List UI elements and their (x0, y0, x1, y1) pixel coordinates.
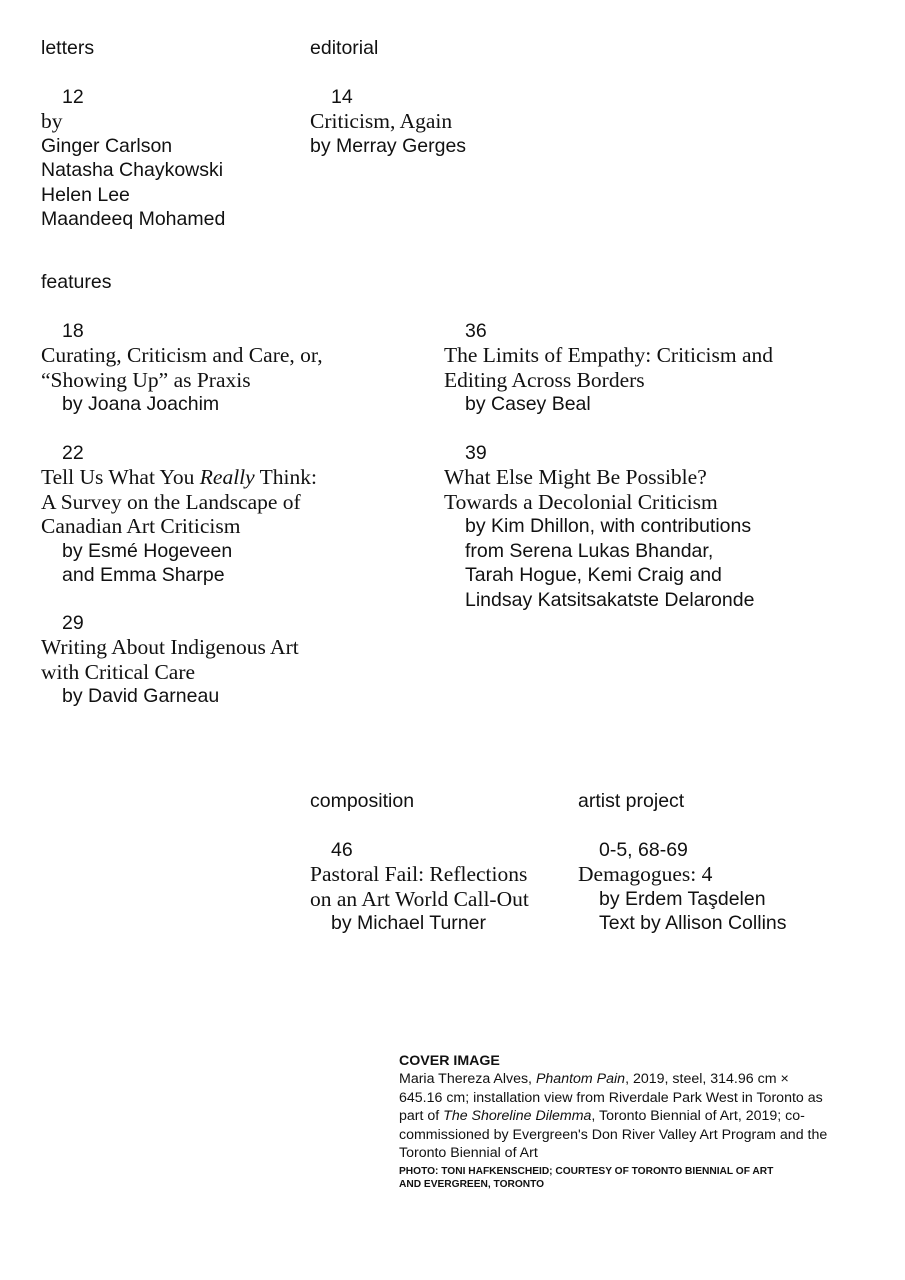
article-byline: by David Garneau (62, 685, 220, 707)
article-byline: by Merray Gerges (310, 134, 467, 157)
page-number: 46 (331, 839, 353, 861)
feature-entry (444, 319, 773, 417)
author: Ginger Carlson (41, 134, 173, 157)
article-title: with Critical Care (41, 659, 196, 684)
article-title: Writing About Indigenous Art (41, 635, 299, 659)
article-title: A Survey on the Landscape of (41, 489, 301, 514)
article-title: Curating, Criticism and Care, or, (41, 343, 323, 367)
photo-credit: PHOTO: TONI HAFKENSCHEID; COURTESY OF TORONTO BIENNIAL OF ART (399, 1166, 774, 1178)
cover-description: Maria Thereza Alves, Phantom Pain, 2019, steel, 314.96 cm × 645.16 cm; installation view from Riverdale Park West in Toronto as part of The Shoreline Dilemma, Toronto Biennial of Art, 2019; co-commissioned by Evergreen's Don River Valley Art Program and the Toronto Biennial of Art (399, 1071, 828, 1162)
page-number: 0-5, 68-69 (599, 839, 688, 861)
article-byline: Text by Allison Collins (599, 912, 787, 934)
letters-by: by (41, 109, 63, 133)
page-number: 39 (465, 442, 487, 464)
page-number: 14 (331, 86, 353, 108)
editorial-section (310, 36, 466, 158)
article-title: Towards a Decolonial Criticism (444, 489, 718, 514)
article-byline: by Joana Joachim (62, 393, 220, 415)
article-byline: by Erdem Taşdelen (599, 887, 766, 910)
article-title: Tell Us What You Really Think: (41, 465, 318, 489)
article-byline: by Kim Dhillon, with contributions (465, 515, 752, 537)
feature-entry (41, 611, 299, 709)
feature-entry (41, 441, 317, 588)
cover-heading: COVER IMAGE (399, 1053, 500, 1069)
article-byline: Lindsay Katsitsakatste Delaronde (465, 588, 755, 611)
page-number: 12 (62, 86, 84, 108)
cover-caption (399, 1052, 831, 1191)
page-number: 36 (465, 320, 487, 342)
section-label-artist-project: artist project (578, 790, 685, 812)
article-title: Demagogues: 4 (578, 862, 713, 886)
article-title: Canadian Art Criticism (41, 514, 241, 538)
article-byline: and Emma Sharpe (62, 564, 225, 586)
article-title: Criticism, Again (310, 109, 453, 133)
photo-credit: AND EVERGREEN, TORONTO (399, 1178, 545, 1190)
author: Natasha Chaykowski (41, 159, 224, 181)
feature-entry (444, 441, 754, 612)
article-byline: from Serena Lukas Bhandar, (465, 539, 714, 562)
article-title: on an Art World Call-Out (310, 886, 529, 911)
artist-project-section (578, 789, 787, 936)
article-byline: by Michael Turner (331, 912, 486, 934)
composition-section (310, 789, 529, 936)
section-label-letters: letters (41, 37, 95, 59)
page-number: 18 (62, 320, 84, 342)
feature-entry (41, 319, 323, 417)
article-byline: by Esmé Hogeveen (62, 539, 233, 562)
article-title: Editing Across Borders (444, 367, 645, 392)
page-number: 29 (62, 612, 84, 634)
letters-section (41, 36, 225, 232)
article-title: Pastoral Fail: Reflections (310, 862, 528, 886)
section-label-editorial: editorial (310, 37, 379, 59)
section-label-composition: composition (310, 790, 415, 812)
article-title: “Showing Up” as Praxis (41, 367, 251, 392)
author: Helen Lee (41, 183, 130, 206)
section-label-features: features (41, 271, 112, 293)
article-title: What Else Might Be Possible? (444, 465, 707, 489)
article-byline: Tarah Hogue, Kemi Craig and (465, 564, 722, 586)
author: Maandeeq Mohamed (41, 208, 226, 230)
article-byline: by Casey Beal (465, 393, 591, 415)
page-number: 22 (62, 442, 84, 464)
article-title: The Limits of Empathy: Criticism and (444, 343, 774, 367)
